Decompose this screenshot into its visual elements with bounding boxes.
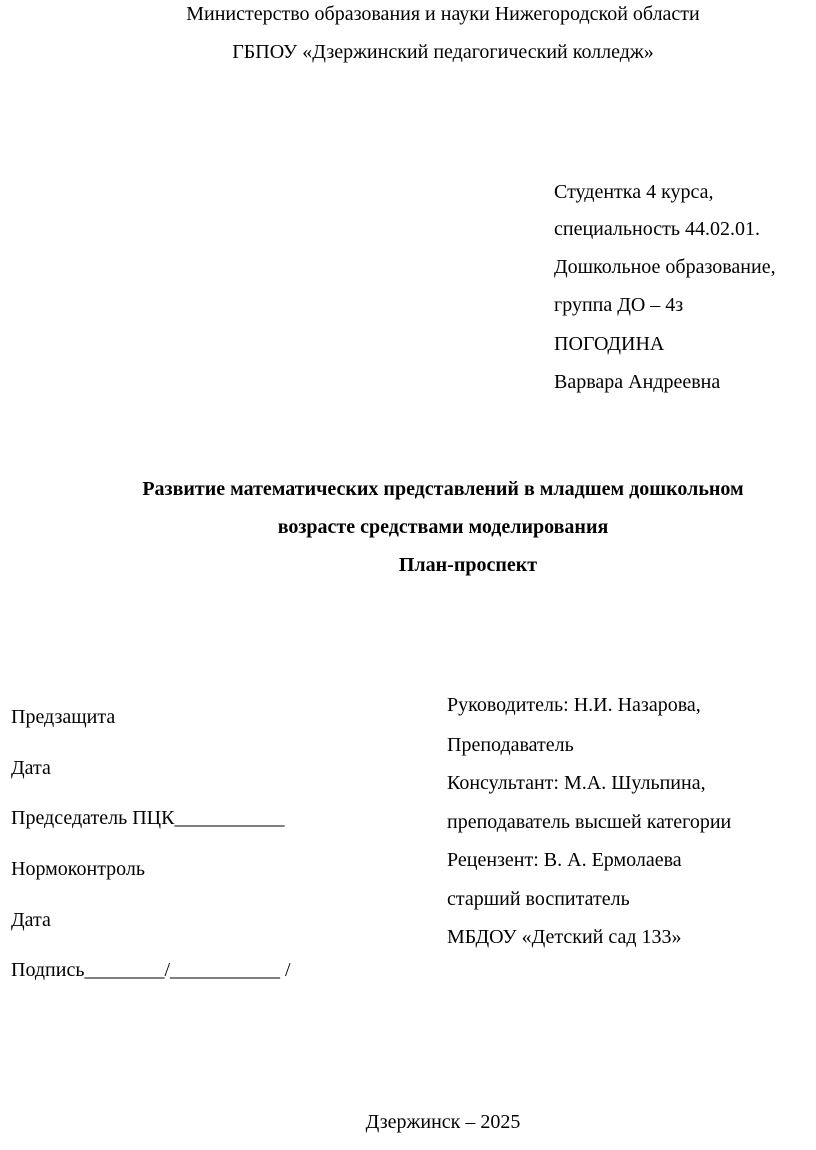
ministry-name: Министерство образования и науки Нижегородской области	[186, 3, 700, 25]
supervisor-line: Руководитель: Н.И. Назарова,	[447, 694, 701, 716]
city-year: Дзержинск – 2025	[365, 1111, 521, 1133]
document-type: План-проспект	[398, 554, 538, 576]
date-label-2: Дата	[11, 909, 51, 931]
predefense-label: Предзащита	[11, 706, 116, 728]
title-line-1: Развитие математических представлений в младшем дошкольном	[142, 478, 744, 500]
student-surname: ПОГОДИНА	[554, 333, 665, 355]
student-course: Студентка 4 курса,	[554, 181, 714, 203]
college-name: ГБПОУ «Дзержинский педагогический колледж»	[232, 41, 654, 63]
student-specialty: специальность 44.02.01.	[554, 218, 760, 240]
student-name: Варвара Андреевна	[554, 371, 721, 393]
reviewer-position: старший воспитатель	[447, 888, 630, 910]
consultant-line: Консультант: М.А. Шульпина,	[447, 772, 706, 794]
title-line-2: возрасте средствами моделирования	[277, 516, 609, 538]
date-label-1: Дата	[11, 757, 51, 779]
supervisor-position: Преподаватель	[447, 734, 574, 756]
consultant-position: преподаватель высшей категории	[447, 811, 732, 833]
student-group: группа ДО – 4з	[554, 294, 684, 316]
normcontrol-label: Нормоконтроль	[11, 858, 146, 880]
student-specialty-name: Дошкольное образование,	[554, 256, 776, 278]
reviewer-line: Рецензент: В. А. Ермолаева	[447, 849, 682, 871]
chairman-label: Председатель ПЦК___________	[11, 807, 285, 829]
reviewer-organization: МБДОУ «Детский сад 133»	[447, 926, 682, 948]
signature-label: Подпись________/___________ /	[11, 959, 291, 981]
